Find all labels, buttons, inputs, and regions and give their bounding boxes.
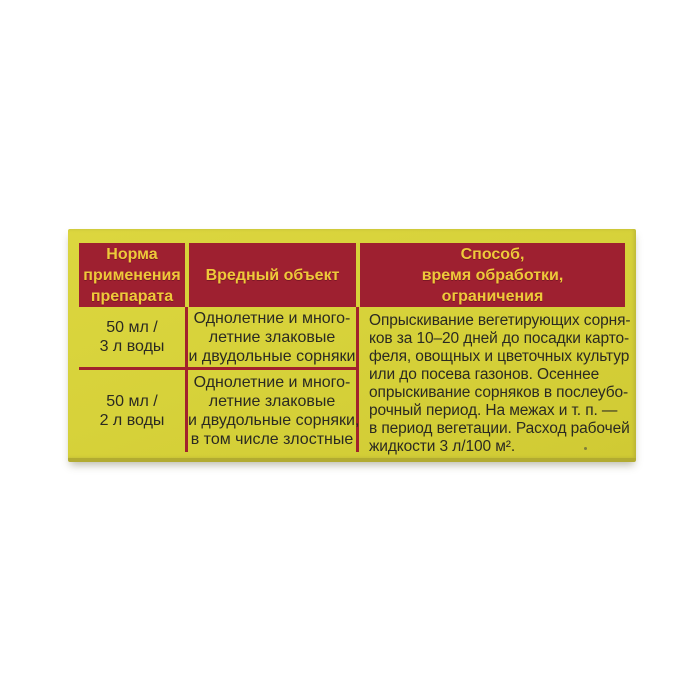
cell-line: феля, овощных и цветочных культур <box>369 348 630 365</box>
cell-line: Однолетние и много- <box>193 374 351 391</box>
cell-line: и двудольные сорняки <box>188 347 356 365</box>
cell-line: опрыскивание сорняков в послеубо- <box>369 384 629 401</box>
cell-line: Однолетние и много- <box>193 309 351 327</box>
cell-method-merged <box>356 307 631 455</box>
cell-line: в том числе злостные <box>190 431 354 448</box>
cell-line: 2 л воды <box>99 412 165 429</box>
application-table <box>79 243 631 455</box>
product-label-card <box>68 229 636 462</box>
cell-line: жидкости 3 л/100 м². <box>369 438 516 455</box>
header-line: ограничения <box>441 287 544 305</box>
header-line: Норма <box>106 245 158 263</box>
header-line: препарата <box>90 287 174 305</box>
cell-line: в период вегетации. Расход рабочей <box>369 420 630 437</box>
header-line: время обработки, <box>421 266 564 284</box>
cell-line: 50 мл / <box>106 393 158 410</box>
cell-target-row2 <box>185 367 360 452</box>
cell-rate-row2 <box>79 367 185 452</box>
dust-speck <box>584 447 587 450</box>
header-line: применения <box>83 266 181 284</box>
cell-line: рочный период. На межах и т. п. — <box>369 402 618 419</box>
cell-line: и двудольные сорняки, <box>188 412 360 429</box>
cell-line: летние злаковые <box>208 328 336 346</box>
header-line: Вредный объект <box>205 266 340 284</box>
cell-line: 3 л воды <box>99 338 165 355</box>
cell-line: Опрыскивание вегетирующих сорня- <box>369 312 631 329</box>
cell-line: 50 мл / <box>106 319 158 336</box>
cell-line: или до посева газонов. Осеннее <box>369 366 600 383</box>
header-line: Способ, <box>460 245 525 263</box>
cell-line: летние злаковые <box>208 393 336 410</box>
cell-line: ков за 10–20 дней до посадки карто- <box>369 330 630 347</box>
header-cell-method <box>356 243 625 307</box>
header-cell-application-rate <box>79 243 185 307</box>
cell-target-row1 <box>185 307 356 367</box>
cell-rate-row1 <box>79 307 185 367</box>
header-cell-harmful-object <box>185 243 356 307</box>
